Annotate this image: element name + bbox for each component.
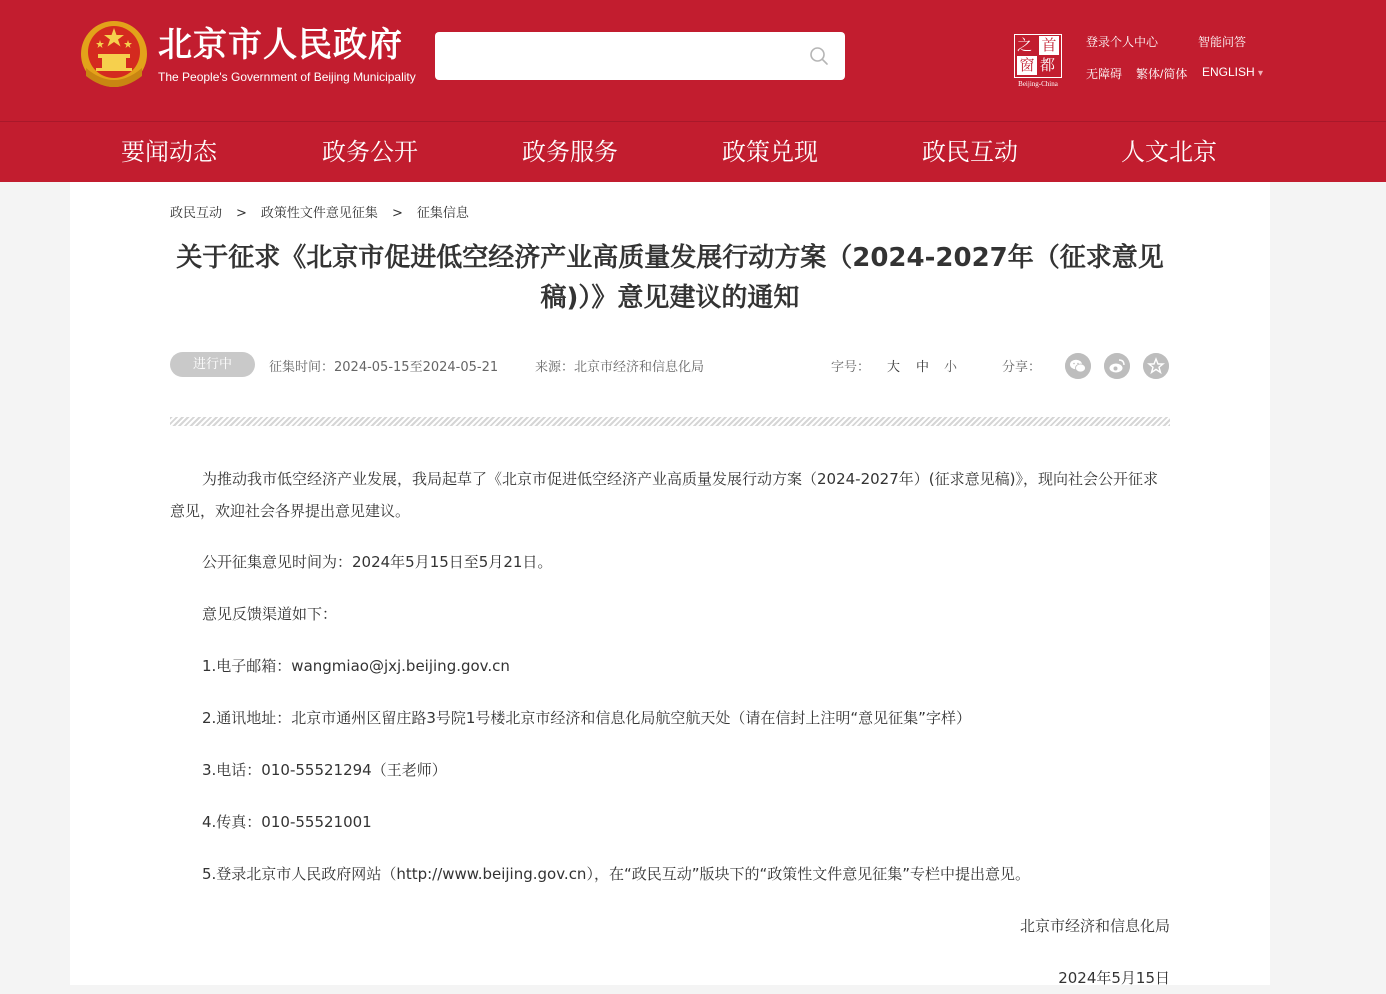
article-paragraph: 3.电话：010-55521294（王老师）: [202, 761, 447, 779]
main-nav: [0, 121, 1386, 182]
article-date: 2024年5月15日: [1058, 969, 1170, 987]
nav-item-open-government[interactable]: 政务公开: [322, 138, 418, 166]
breadcrumb: [170, 202, 469, 221]
breadcrumb-separator: >: [391, 206, 403, 221]
weibo-icon[interactable]: [1104, 353, 1130, 379]
login-link[interactable]: 登录个人中心: [1086, 35, 1159, 49]
nav-item-culture[interactable]: 人文北京: [1121, 138, 1217, 166]
article-paragraph: 为推动我市低空经济产业发展，我局起草了《北京市促进低空经济产业高质量发展行动方案（2024-2027年）(征求意见稿)》，现向社会公开征求意见，欢迎社会各界提出意见建议。: [170, 470, 1158, 520]
article-paragraph: 1.电子邮箱：wangmiao@jxj.beijing.gov.cn: [202, 657, 510, 675]
collection-period-label: 征集时间：: [269, 360, 335, 375]
capital-logo-char: 窗: [1017, 56, 1037, 75]
article-source: [535, 356, 704, 375]
breadcrumb-separator: >: [236, 206, 247, 221]
article-container: [70, 182, 1270, 985]
capital-logo-caption: Beijing-China: [1018, 80, 1058, 88]
source-label: 来源：: [535, 360, 575, 375]
article-signature: 北京市经济和信息化局: [1019, 917, 1170, 935]
national-emblem-icon[interactable]: [80, 18, 148, 90]
breadcrumb-item[interactable]: 政民互动: [170, 206, 223, 221]
search-input[interactable]: [449, 42, 793, 72]
capital-window-logo[interactable]: [1012, 32, 1064, 90]
wechat-icon[interactable]: [1065, 353, 1091, 379]
collection-period: [269, 356, 498, 375]
divider: [170, 417, 1170, 426]
breadcrumb-item[interactable]: 征集信息: [416, 206, 469, 221]
chevron-down-icon: ▾: [1258, 68, 1264, 79]
favorite-icon[interactable]: [1143, 353, 1169, 379]
capital-logo-char: 首: [1039, 36, 1059, 55]
status-badge: 进行中: [170, 352, 255, 377]
accessibility-link[interactable]: 无障碍: [1086, 67, 1123, 81]
capital-logo-char: 之: [1017, 36, 1033, 54]
share-label: 分享：: [1002, 360, 1042, 375]
ai-qa-link[interactable]: 智能问答: [1198, 35, 1247, 49]
article-paragraph: 意见反馈渠道如下：: [202, 605, 338, 623]
breadcrumb-item[interactable]: 政策性文件意见征集: [260, 206, 378, 221]
capital-logo-char: 都: [1040, 56, 1056, 74]
collection-period-value: 2024-05-15至2024-05-21: [334, 360, 499, 375]
site-logo-text[interactable]: 北京市人民政府: [158, 25, 403, 65]
nav-item-interaction[interactable]: 政民互动: [922, 138, 1018, 166]
font-size-label: 字号：: [831, 360, 871, 375]
article-paragraph: 5.登录北京市人民政府网站（http://www.beijing.gov.cn），在“政民互动”版块下的“政策性文件意见征集”专栏中提出意见。: [202, 865, 1031, 883]
font-large-button[interactable]: 大: [887, 360, 901, 375]
article-paragraph: 公开征集意见时间为：2024年5月15日至5月21日。: [202, 553, 553, 571]
trad-simp-link[interactable]: 繁体/简体: [1136, 67, 1188, 81]
font-small-button[interactable]: 小: [944, 360, 958, 375]
english-link[interactable]: [1202, 65, 1263, 79]
source-value: 北京市经济和信息化局: [574, 360, 705, 375]
nav-item-policy[interactable]: 政策兑现: [722, 138, 818, 166]
article-title: 关于征求《北京市促进低空经济产业高质量发展行动方案（2024-2027年（征求意见稿)）》意见建议的通知: [176, 243, 1164, 313]
site-logo-english[interactable]: The People's Government of Beijing Municipality: [158, 70, 416, 84]
search-icon[interactable]: [809, 46, 829, 66]
article-paragraph: 4.传真：010-55521001: [202, 813, 372, 831]
search-box[interactable]: [435, 32, 845, 80]
nav-item-services[interactable]: 政务服务: [522, 138, 618, 166]
site-header: [0, 0, 1386, 121]
article-paragraph: 2.通讯地址：北京市通州区留庄路3号院1号楼北京市经济和信息化局航空航天处（请在信封上注明“意见征集”字样）: [202, 709, 971, 727]
english-label: ENGLISH: [1202, 65, 1255, 79]
nav-item-news[interactable]: 要闻动态: [121, 138, 217, 166]
font-medium-button[interactable]: 中: [916, 360, 930, 375]
